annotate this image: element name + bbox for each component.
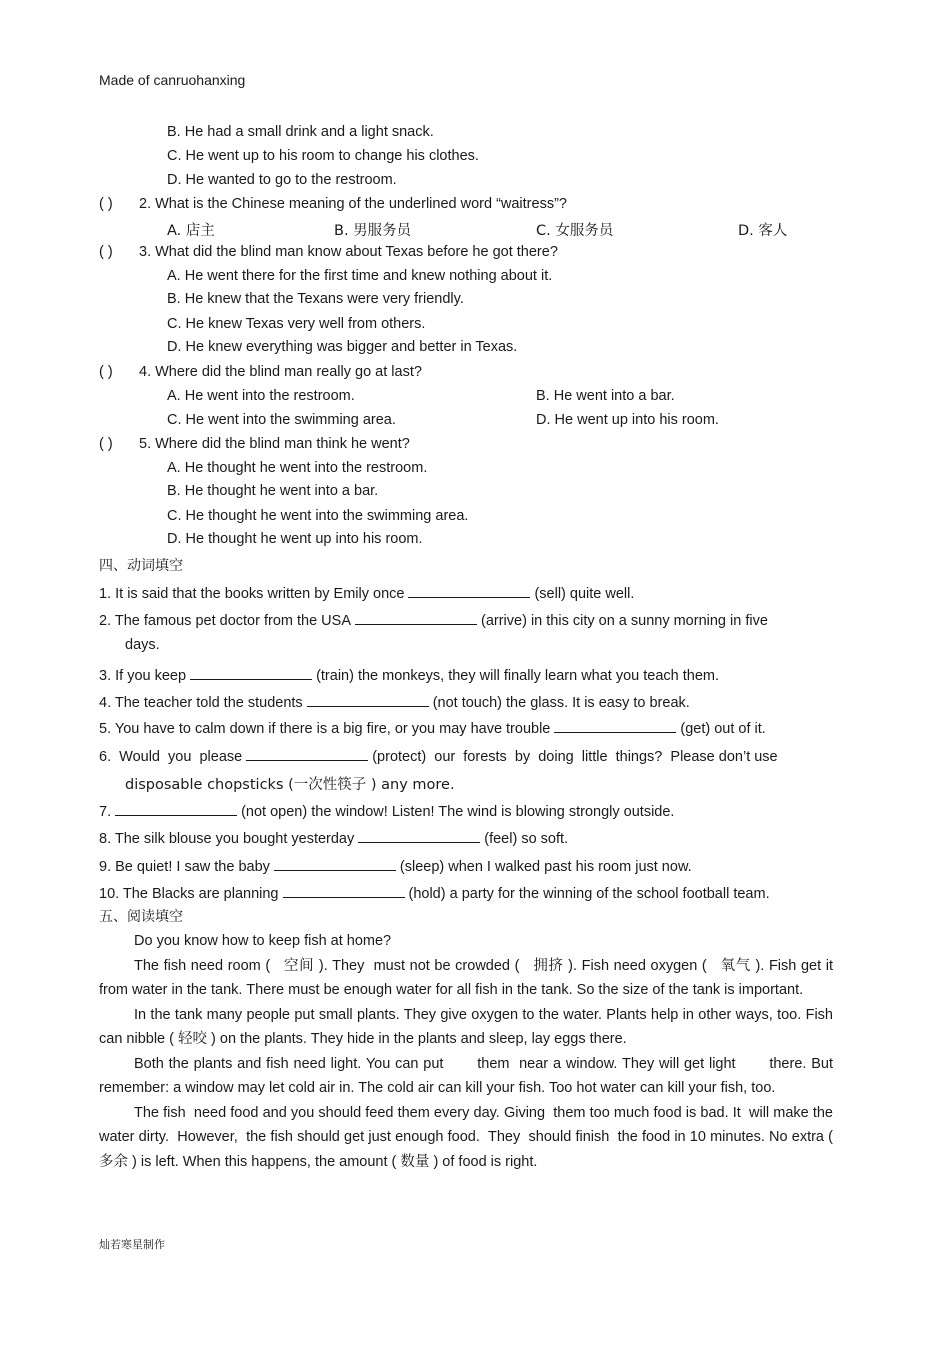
passage-paragraph: The fish need food and you should feed them every day. Giving them too much food is bad. It will make the water dirty. However, the fish should get just enough food. They should finish the food in 10 minutes. No extra ( 多余 ) is left. When this happens, the amount ( 数量 ) of food is right. <box>99 1104 838 1170</box>
verb-item-text: 3. If you keep <box>99 668 187 684</box>
verb-item-text: 6. Would you please <box>99 749 243 765</box>
verb-item-text: (arrive) in this city on a sunny morning in five <box>481 613 768 629</box>
verb-item-2 <box>99 612 836 653</box>
q4-option-d: D. He went up into his room. <box>536 412 719 428</box>
verb-item-text: 9. Be quiet! I saw the baby <box>99 859 270 875</box>
reading-passage <box>99 929 838 1174</box>
q3-stem-line <box>99 244 558 260</box>
verb-item-text: 1. It is said that the books written by Emily once <box>99 586 405 602</box>
verb-item-continuation: days. <box>125 637 160 653</box>
verb-item-8 <box>99 830 836 847</box>
verb-item-9 <box>99 858 836 875</box>
verb-item-text: (sleep) when I walked past his room just now. <box>399 859 692 875</box>
answer-blank[interactable] <box>274 858 396 871</box>
verb-item-text: (train) the monkeys, they will finally learn what you teach them. <box>316 668 720 684</box>
q2-option-c: C. 女服务员 <box>536 223 614 239</box>
q5-option-b: B. He thought he went into a bar. <box>167 483 379 499</box>
q1-option-c: C. He went up to his room to change his clothes. <box>167 148 479 164</box>
verb-item-1 <box>99 585 836 602</box>
answer-blank[interactable] <box>246 748 368 761</box>
page-header: Made of canruohanxing <box>99 72 246 88</box>
verb-item-4 <box>99 694 836 711</box>
passage-paragraph: Both the plants and fish need light. You can put them near a window. They will get light there. But remember: a window may let cold air in. The cold air can kill your fish. Too hot water can kill your fish, too. <box>99 1055 838 1096</box>
q4-option-c: C. He went into the swimming area. <box>167 412 396 428</box>
answer-blank[interactable] <box>190 667 312 680</box>
passage-paragraph: The fish need room ( 空间 ). They must not be crowded ( 拥挤 ). Fish need oxygen ( 氧气 ). Fish get it from water in the tank. There must be enough water for all fish in the tank. So the size of the tank is important. <box>99 957 838 998</box>
verb-item-7 <box>99 803 836 820</box>
answer-blank[interactable] <box>115 803 237 816</box>
answer-blank[interactable] <box>307 694 429 707</box>
q1-option-d: D. He wanted to go to the restroom. <box>167 172 397 188</box>
verb-item-text: 8. The silk blouse you bought yesterday <box>99 831 355 847</box>
q2-stem: 2. What is the Chinese meaning of the underlined word “waitress”? <box>139 196 567 212</box>
verb-item-text: (protect) our forests by doing little things? Please don’t use <box>372 749 778 765</box>
q5-option-c: C. He thought he went into the swimming area. <box>167 508 469 524</box>
verb-item-continuation: disposable chopsticks (一次性筷子 ) any more. <box>125 777 455 793</box>
q3-option-d: D. He knew everything was bigger and better in Texas. <box>167 339 518 355</box>
answer-blank[interactable] <box>283 885 405 898</box>
q2-option-d: D. 客人 <box>738 223 788 239</box>
passage-paragraph: In the tank many people put small plants. They give oxygen to the water. Plants help in other ways, too. Fish can nibble ( 轻咬 ) on the plants. They hide in the plants and sleep, lay eggs there. <box>99 1006 838 1047</box>
q5-stem: 5. Where did the blind man think he went? <box>139 436 410 452</box>
q5-option-d: D. He thought he went up into his room. <box>167 531 423 547</box>
verb-item-text: 7. <box>99 804 112 820</box>
q2-option-b: B. 男服务员 <box>334 223 412 239</box>
section4-title: 四、动词填空 <box>99 558 183 574</box>
q5-stem-line <box>99 436 410 452</box>
q5-option-a: A. He thought he went into the restroom. <box>167 460 428 476</box>
verb-item-5 <box>99 720 836 737</box>
q2-stem-line <box>99 196 567 212</box>
page-footer: 灿若寒星制作 <box>99 1238 165 1251</box>
q3-stem: 3. What did the blind man know about Texas before he got there? <box>139 244 558 260</box>
verb-item-10 <box>99 885 836 902</box>
verb-item-text: 5. You have to calm down if there is a big fire, or you may have trouble <box>99 721 551 737</box>
q4-option-a: A. He went into the restroom. <box>167 388 355 404</box>
verb-item-text: 10. The Blacks are planning <box>99 886 279 902</box>
verb-item-text: (not touch) the glass. It is easy to break. <box>432 695 690 711</box>
verb-item-text: 4. The teacher told the students <box>99 695 303 711</box>
verb-item-text: 2. The famous pet doctor from the USA <box>99 613 351 629</box>
q3-option-b: B. He knew that the Texans were very friendly. <box>167 291 464 307</box>
q3-option-c: C. He knew Texas very well from others. <box>167 316 426 332</box>
q4-stem: 4. Where did the blind man really go at last? <box>139 364 422 380</box>
answer-blank[interactable] <box>358 830 480 843</box>
q4-stem-line <box>99 364 422 380</box>
verb-item-text: (sell) quite well. <box>534 586 635 602</box>
verb-item-text: (feel) so soft. <box>484 831 569 847</box>
answer-blank[interactable] <box>408 585 530 598</box>
q4-answer-paren[interactable]: ( ) <box>99 364 113 380</box>
verb-item-text: (not open) the window! Listen! The wind is blowing strongly outside. <box>241 804 675 820</box>
q2-answer-paren[interactable]: ( ) <box>99 196 113 212</box>
q1-option-b: B. He had a small drink and a light snack. <box>167 124 434 140</box>
verb-item-text: (hold) a party for the winning of the school football team. <box>408 886 770 902</box>
verb-item-6 <box>99 748 836 794</box>
q5-answer-paren[interactable]: ( ) <box>99 436 113 452</box>
verb-item-3 <box>99 667 836 684</box>
section5-title: 五、阅读填空 <box>99 909 183 925</box>
q4-option-b: B. He went into a bar. <box>536 388 675 404</box>
verb-item-text: (get) out of it. <box>680 721 766 737</box>
answer-blank[interactable] <box>554 720 676 733</box>
q2-option-a: A. 店主 <box>167 223 215 239</box>
q3-option-a: A. He went there for the first time and knew nothing about it. <box>167 268 553 284</box>
answer-blank[interactable] <box>355 612 477 625</box>
passage-paragraph: Do you know how to keep fish at home? <box>134 933 392 949</box>
q3-answer-paren[interactable]: ( ) <box>99 244 113 260</box>
